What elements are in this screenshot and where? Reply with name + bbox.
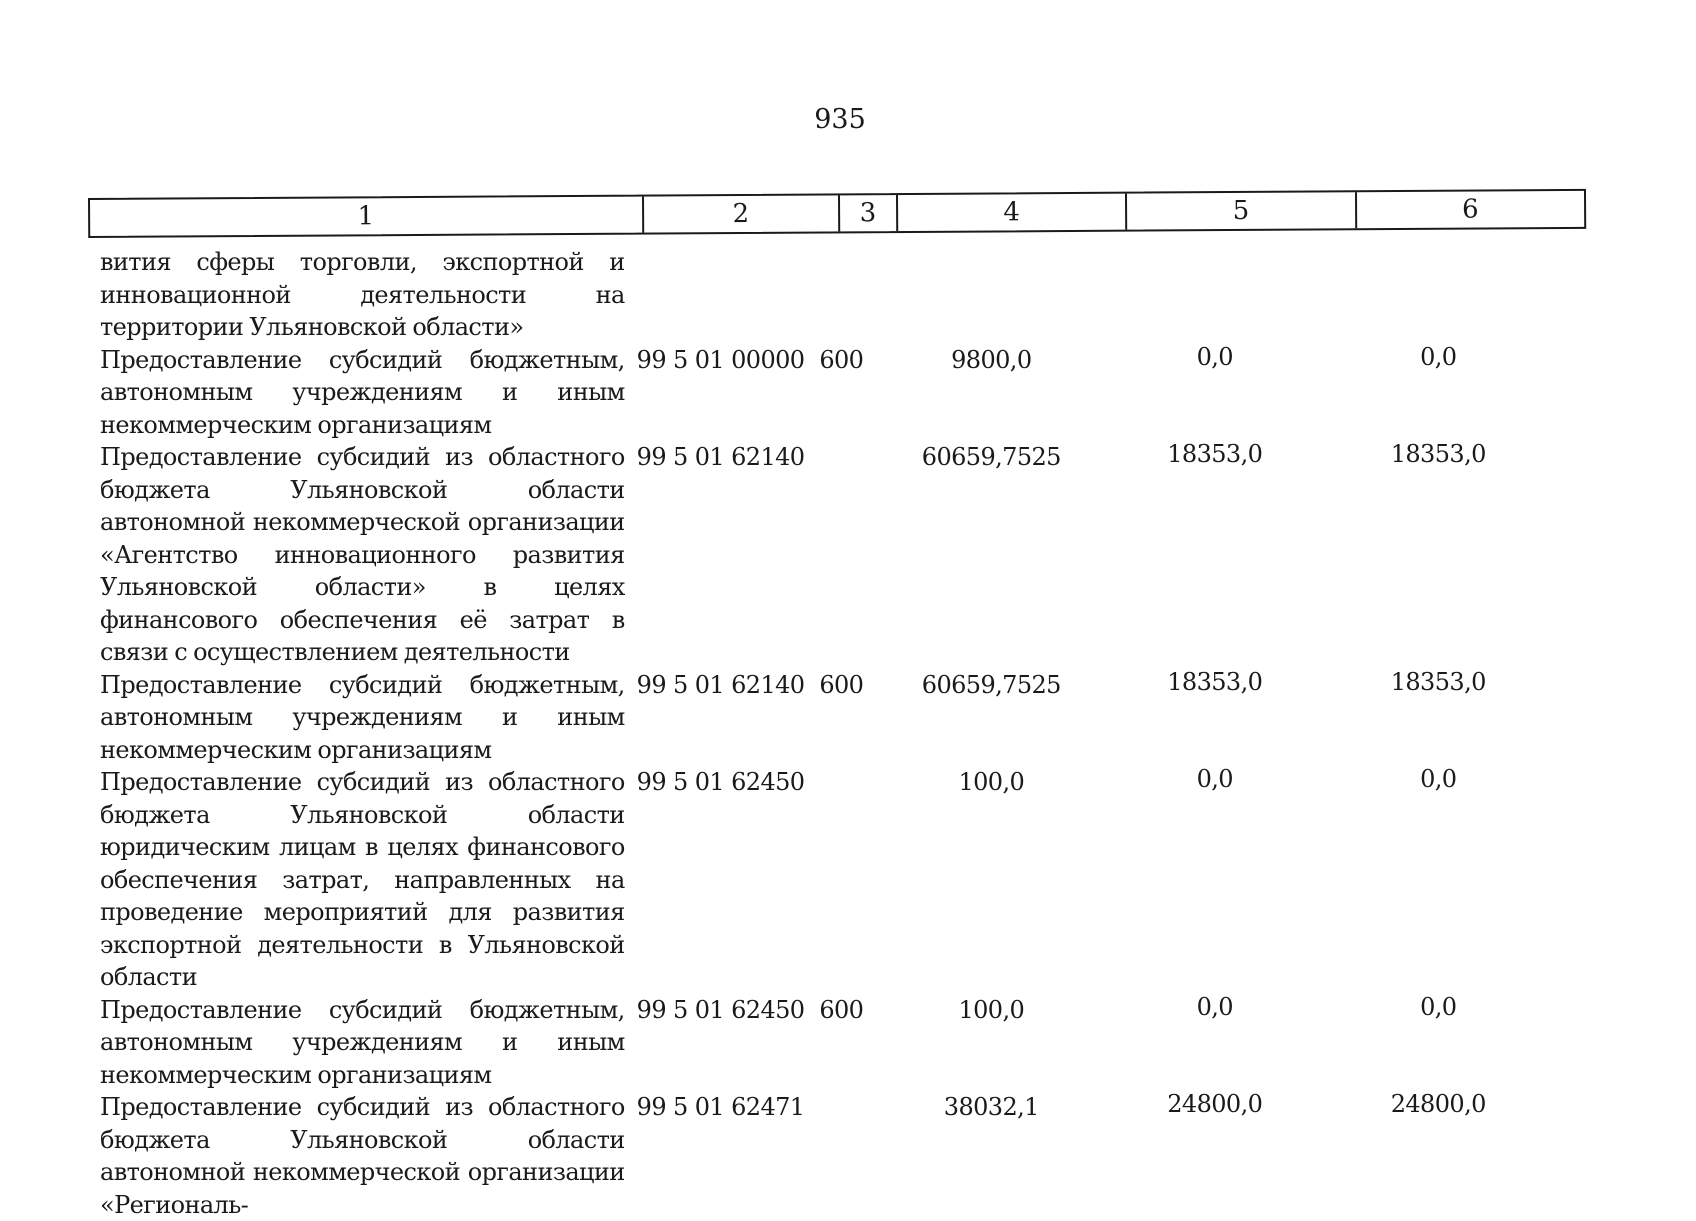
row-description: Предоставление субсидий из областного бюджета Ульяновской области юридическим лицам в целях финансового обеспечения затрат, направленных на проведение мероприятий для развития экспортной деятельности в Ульяновской области [100,768,625,991]
row-type: 600 [819,995,864,1024]
header-col-2: 2 [644,195,841,232]
row-value-6: 0,0 [1420,992,1457,1021]
row-description: вития сферы торговли, экспортной и инновационной деятельности на территории Ульяновской области» [100,248,625,341]
table-row [100,994,1550,1092]
row-description: Предоставление субсидий бюджетным, автономным учреждениям и иным некоммерческим организациям [100,670,625,764]
table-row [100,246,1550,344]
row-code: 99 5 01 62450 [636,768,805,796]
row-code: 99 5 01 00000 [636,345,805,374]
row-value-6: 24800,0 [1390,1090,1486,1118]
row-value-5: 18353,0 [1167,440,1263,468]
header-col-1: 1 [90,197,644,236]
row-value-5: 18353,0 [1167,667,1263,696]
header-col-6: 6 [1462,194,1479,225]
row-value-6: 18353,0 [1390,667,1486,696]
row-value-5: 0,0 [1196,765,1233,793]
row-value-5: 0,0 [1196,342,1233,371]
row-value-6: 0,0 [1420,765,1457,793]
row-type: 600 [819,345,864,374]
table-body [100,246,1550,1221]
row-description: Предоставление субсидий бюджетным, автономным учреждениям и иным некоммерческим организациям [100,995,625,1089]
table-row [100,441,1550,669]
row-value-6: 0,0 [1420,342,1457,371]
row-code: 99 5 01 62140 [636,443,805,471]
table-row [100,669,1550,767]
row-description: Предоставление субсидий из областного бюджета Ульяновской области автономной некоммерческой организации «Агентство инновационного развития Ульяновской области» в целях финансового обеспечения её затрат в связи с осуществлением деятельности [100,443,625,666]
row-value-5: 0,0 [1196,992,1233,1021]
header-col-3: 3 [840,195,898,231]
page-number: 935 [814,104,866,135]
row-description: Предоставление субсидий из областного бюджета Ульяновской области автономной некоммерческой организации «Региональ- [100,1093,625,1219]
row-value-6: 18353,0 [1390,440,1486,468]
row-description: Предоставление субсидий бюджетным, автономным учреждениям и иным некоммерческим организациям [100,345,625,439]
table-row [100,344,1550,442]
row-value-4: 100,0 [958,995,1025,1024]
row-value-4: 100,0 [958,768,1025,796]
row-value-4: 9800,0 [951,345,1032,374]
row-code: 99 5 01 62140 [636,670,805,699]
table-row [100,1091,1550,1221]
table-row [100,766,1550,994]
row-value-5: 24800,0 [1167,1090,1263,1118]
header-col-4: 4 [898,194,1128,231]
row-type: 600 [819,670,864,699]
header-col-5: 5 [1127,192,1357,229]
row-value-4: 60659,7525 [921,670,1061,699]
row-code: 99 5 01 62450 [636,995,805,1024]
row-code: 99 5 01 62471 [636,1093,805,1121]
row-value-4: 60659,7525 [921,443,1061,471]
row-value-4: 38032,1 [943,1093,1039,1121]
table-header [88,189,1586,238]
